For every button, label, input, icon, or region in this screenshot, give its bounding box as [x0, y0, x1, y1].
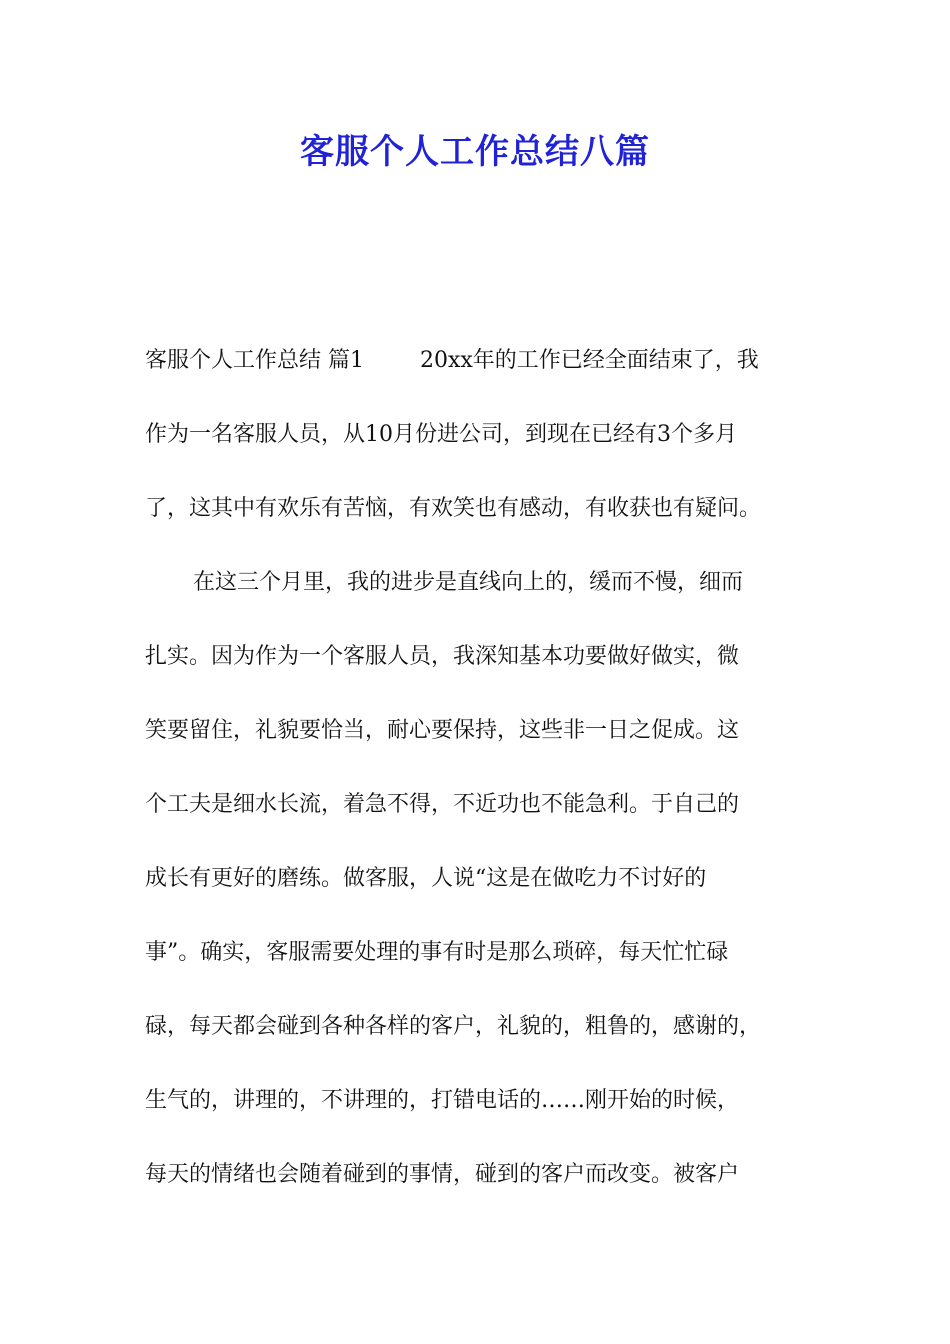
body-line: 碌，每天都会碰到各种各样的客户，礼貌的，粗鲁的，感谢的，: [145, 1014, 762, 1039]
body-line: 笑要留住，礼貌要恰当，耐心要保持，这些非一日之促成。这: [145, 718, 740, 743]
body-line: 每天的情绪也会随着碰到的事情，碰到的客户而改变。被客户: [145, 1162, 740, 1187]
body-line: 扎实。因为作为一个客服人员，我深知基本功要做好做实，微: [145, 644, 740, 669]
paragraph-start-line: 在这三个月里，我的进步是直线向上的，缓而不慢，细而: [193, 570, 744, 595]
section-heading: 客服个人工作总结 篇1: [145, 348, 364, 373]
body-line: 作为一名客服人员，从10月份进公司，到现在已经有3个多月: [145, 422, 737, 447]
body-line: 事”。确实，客服需要处理的事有时是那么琐碎，每天忙忙碌: [145, 940, 729, 965]
body-line: 生气的，讲理的，不讲理的，打错电话的……刚开始的时候，: [145, 1088, 740, 1113]
document-body: [145, 338, 820, 1226]
body-line-first: [145, 338, 820, 412]
body-line: 成长有更好的磨练。做客服，人说“这是在做吃力不讨好的: [145, 866, 707, 891]
body-line: 个工夫是细水长流，着急不得，不近功也不能急利。于自己的: [145, 792, 740, 817]
section-first-line: 20xx年的工作已经全面结束了，我: [420, 348, 759, 373]
document-title: 客服个人工作总结八篇: [300, 132, 650, 172]
body-line: 了，这其中有欢乐有苦恼，有欢笑也有感动，有收获也有疑问。: [145, 496, 762, 521]
